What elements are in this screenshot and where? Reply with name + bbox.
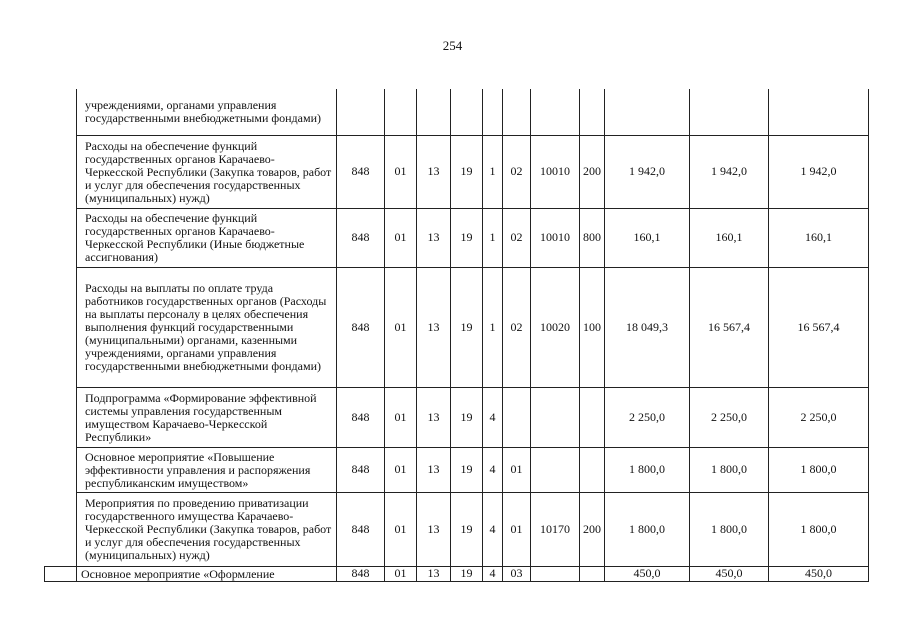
row-description: Основное мероприятие «Повышение эффективности управления и распоряжения республиканским имуществом» (77, 447, 337, 492)
table-row (45, 387, 869, 447)
row-stub-cell (45, 89, 77, 135)
code-activity (503, 89, 531, 135)
code-subsection: 13 (417, 267, 451, 387)
code-gov-agency: 848 (337, 267, 385, 387)
row-stub-cell (45, 387, 77, 447)
amount-year-3 (769, 89, 869, 135)
code-expense-type: 800 (580, 208, 605, 267)
code-direction: 10010 (531, 208, 580, 267)
row-description: учреждениями, органами управления государственными внебюджетными фондами) (77, 89, 337, 135)
row-description: Расходы на обеспечение функций государственных органов Карачаево-Черкесской Республики (Закупка товаров, работ и услуг для обеспечения государственных (муниципальных) нужд) (77, 135, 337, 208)
code-direction: 10020 (531, 267, 580, 387)
amount-year-3: 1 800,0 (769, 447, 869, 492)
amount-year-1 (605, 89, 690, 135)
code-subsection: 13 (417, 387, 451, 447)
code-program: 19 (451, 267, 483, 387)
table-row (45, 208, 869, 267)
amount-year-2: 1 942,0 (690, 135, 769, 208)
amount-year-1: 2 250,0 (605, 387, 690, 447)
code-subprogram: 4 (483, 566, 503, 581)
code-expense-type: 200 (580, 135, 605, 208)
row-stub-cell (45, 566, 77, 581)
amount-year-1: 1 800,0 (605, 492, 690, 566)
code-gov-agency: 848 (337, 566, 385, 581)
code-subprogram: 1 (483, 267, 503, 387)
table-row (45, 447, 869, 492)
amount-year-1: 1 800,0 (605, 447, 690, 492)
code-direction: 10010 (531, 135, 580, 208)
code-program: 19 (451, 135, 483, 208)
code-program: 19 (451, 566, 483, 581)
amount-year-3: 1 800,0 (769, 492, 869, 566)
code-direction (531, 387, 580, 447)
code-program: 19 (451, 387, 483, 447)
code-activity: 01 (503, 447, 531, 492)
amount-year-3: 2 250,0 (769, 387, 869, 447)
code-expense-type: 200 (580, 492, 605, 566)
row-stub-cell (45, 447, 77, 492)
row-stub-cell (45, 492, 77, 566)
budget-table (44, 89, 869, 582)
row-stub-cell (45, 208, 77, 267)
amount-year-3: 450,0 (769, 566, 869, 581)
code-gov-agency: 848 (337, 492, 385, 566)
amount-year-3: 160,1 (769, 208, 869, 267)
code-section: 01 (385, 447, 417, 492)
code-gov-agency: 848 (337, 208, 385, 267)
amount-year-2: 2 250,0 (690, 387, 769, 447)
code-subprogram (483, 89, 503, 135)
page-number: 254 (442, 38, 463, 53)
amount-year-1: 450,0 (605, 566, 690, 581)
code-gov-agency: 848 (337, 447, 385, 492)
code-section (385, 89, 417, 135)
code-subsection: 13 (417, 208, 451, 267)
row-description: Мероприятия по проведению приватизации государственного имущества Карачаево-Черкесской Республики (Закупка товаров, работ и услуг для обеспечения государственных (муниципальных) нужд) (77, 492, 337, 566)
row-description: Расходы на обеспечение функций государственных органов Карачаево-Черкесской Республики (Иные бюджетные ассигнования) (77, 208, 337, 267)
code-activity: 02 (503, 208, 531, 267)
amount-year-3: 16 567,4 (769, 267, 869, 387)
code-expense-type: 100 (580, 267, 605, 387)
code-subprogram: 4 (483, 492, 503, 566)
amount-year-3: 1 942,0 (769, 135, 869, 208)
table-row (45, 89, 869, 135)
code-section: 01 (385, 566, 417, 581)
code-subprogram: 4 (483, 447, 503, 492)
amount-year-2: 450,0 (690, 566, 769, 581)
row-description: Основное мероприятие «Оформление (77, 566, 337, 581)
row-description: Расходы на выплаты по оплате труда работников государственных органов (Расходы на выплаты персоналу в целях обеспечения выполнения функций государственными (муниципальными) органами, казенными учреждениями, органами управления государственными внебюджетными фондами) (77, 267, 337, 387)
code-section: 01 (385, 387, 417, 447)
code-direction (531, 89, 580, 135)
row-stub-cell (45, 267, 77, 387)
code-activity (503, 387, 531, 447)
code-subsection (417, 89, 451, 135)
code-subprogram: 1 (483, 208, 503, 267)
amount-year-2: 160,1 (690, 208, 769, 267)
amount-year-2: 16 567,4 (690, 267, 769, 387)
code-section: 01 (385, 267, 417, 387)
code-activity: 03 (503, 566, 531, 581)
table-row (45, 492, 869, 566)
amount-year-2: 1 800,0 (690, 492, 769, 566)
code-expense-type (580, 447, 605, 492)
code-activity: 02 (503, 135, 531, 208)
code-direction (531, 447, 580, 492)
code-activity: 02 (503, 267, 531, 387)
code-program: 19 (451, 447, 483, 492)
code-expense-type (580, 566, 605, 581)
amount-year-2 (690, 89, 769, 135)
amount-year-1: 160,1 (605, 208, 690, 267)
amount-year-2: 1 800,0 (690, 447, 769, 492)
code-program: 19 (451, 208, 483, 267)
amount-year-1: 18 049,3 (605, 267, 690, 387)
code-gov-agency (337, 89, 385, 135)
table-row (45, 267, 869, 387)
code-subsection: 13 (417, 566, 451, 581)
row-description: Подпрограмма «Формирование эффективной системы управления государственным имуществом Карачаево-Черкесской Республики» (77, 387, 337, 447)
code-direction (531, 566, 580, 581)
code-section: 01 (385, 492, 417, 566)
code-gov-agency: 848 (337, 387, 385, 447)
code-section: 01 (385, 208, 417, 267)
code-program (451, 89, 483, 135)
row-stub-cell (45, 135, 77, 208)
code-program: 19 (451, 492, 483, 566)
code-expense-type (580, 89, 605, 135)
table-row (45, 135, 869, 208)
code-subprogram: 1 (483, 135, 503, 208)
code-direction: 10170 (531, 492, 580, 566)
code-subsection: 13 (417, 135, 451, 208)
code-expense-type (580, 387, 605, 447)
code-subsection: 13 (417, 492, 451, 566)
code-subprogram: 4 (483, 387, 503, 447)
code-section: 01 (385, 135, 417, 208)
code-gov-agency: 848 (337, 135, 385, 208)
code-activity: 01 (503, 492, 531, 566)
code-subsection: 13 (417, 447, 451, 492)
amount-year-1: 1 942,0 (605, 135, 690, 208)
table-row (45, 566, 869, 581)
